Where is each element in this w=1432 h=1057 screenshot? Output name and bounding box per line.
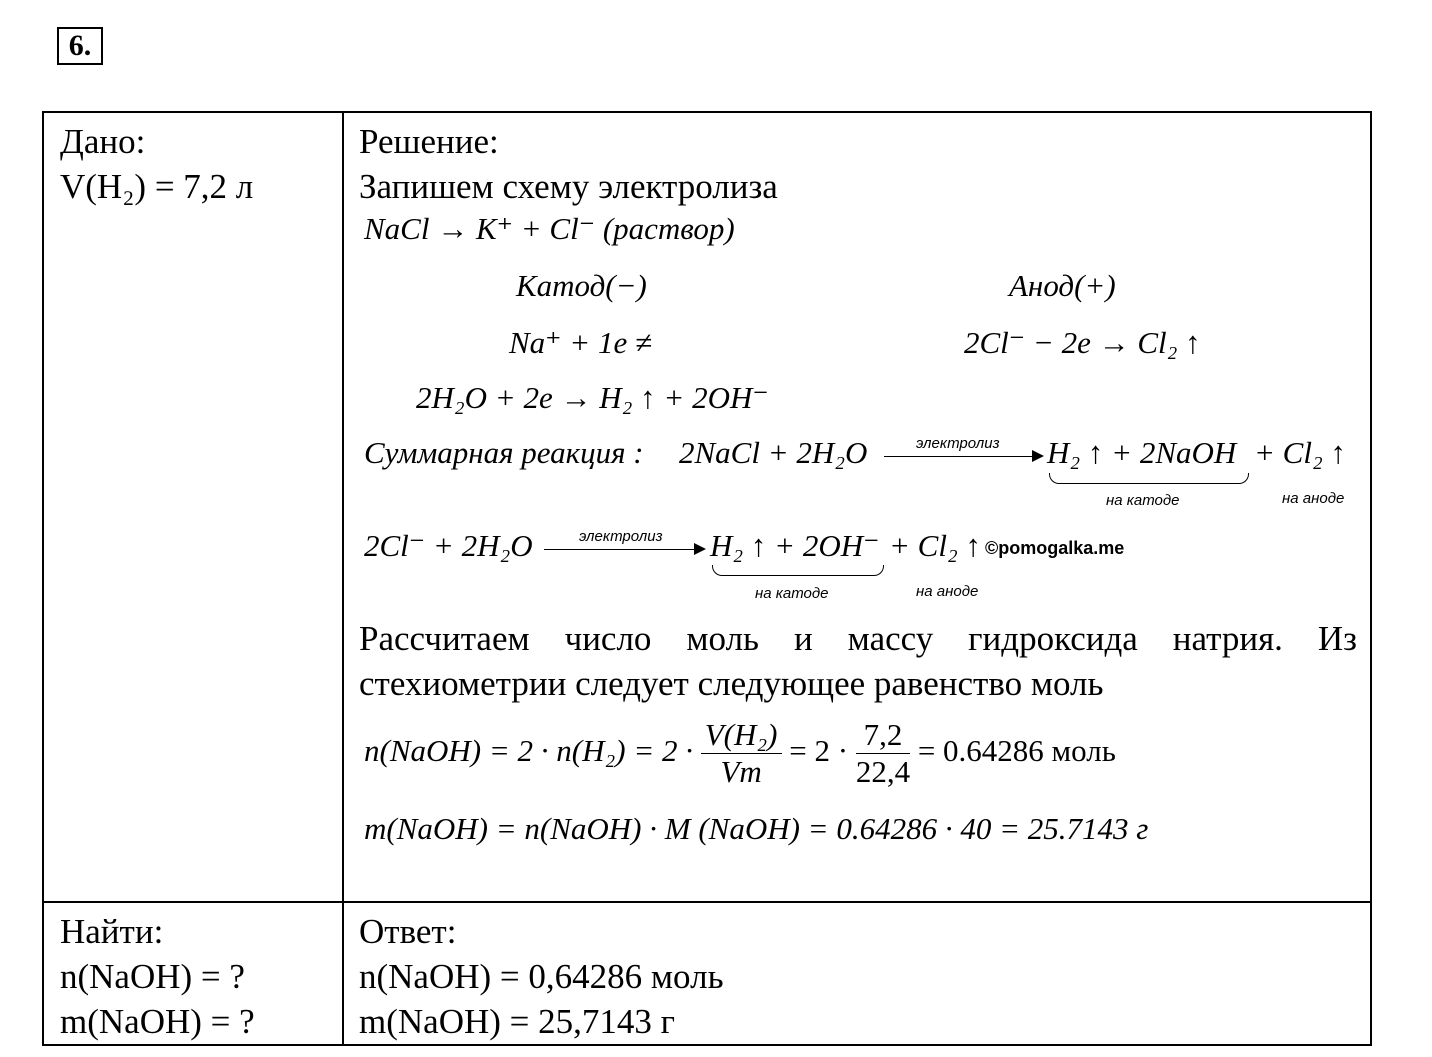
cathode-label: Катод(−) — [516, 268, 647, 303]
volume-fraction-top: V(H₂) — [701, 717, 782, 754]
numeric-fraction — [856, 717, 910, 790]
ionic-left: 2Cl⁻ + 2H₂O — [364, 528, 533, 563]
answer-cell — [343, 902, 1371, 1045]
ionic-arrow-label: электролиз — [579, 528, 663, 545]
problem-number: 6. — [57, 27, 103, 65]
ionic-cathode-brace — [712, 565, 884, 576]
anode-equation: 2Cl⁻ − 2e → Cl₂ ↑ — [964, 325, 1201, 360]
cathode-equation-2: 2H₂O + 2e → H₂ ↑ + 2OH⁻ — [416, 380, 769, 415]
ionic-cathode-products: H₂ ↑ + 2OH⁻ — [710, 528, 880, 563]
volume-fraction-bottom: Vm — [720, 754, 762, 790]
mass-equation: m(NaOH) = n(NaOH) · M (NaOH) = 0.64286 · 40 = 25.7143 г — [364, 811, 1149, 846]
find-title: Найти: — [60, 912, 164, 951]
find-moles: n(NaOH) = ? — [60, 957, 245, 996]
find-cell — [43, 902, 343, 1045]
numeric-fraction-top: 7,2 — [856, 717, 910, 754]
moles-equation-mid: = 2 · — [789, 733, 849, 768]
numeric-fraction-bottom: 22,4 — [855, 754, 911, 790]
answer-moles: n(NaOH) = 0,64286 моль — [359, 957, 724, 996]
sum-reaction-cathode-products: H₂ ↑ + 2NaOH — [1047, 435, 1237, 470]
at-cathode-label: на катоде — [1106, 492, 1180, 509]
given-volume: V(H₂) = 7,2 л — [60, 167, 254, 206]
ionic-anode-products: + Cl₂ ↑ — [889, 528, 981, 563]
sum-reaction-left: 2NaCl + 2H₂O — [679, 435, 868, 470]
volume-fraction — [701, 717, 782, 790]
dissociation-equation: NaCl → K⁺ + Cl⁻ (раствор) — [364, 211, 735, 246]
moles-equation-result: = 0.64286 моль — [917, 733, 1116, 768]
cathode-brace — [1049, 473, 1249, 484]
calculation-text: Рассчитаем число моль и массу гидроксида натрия. Из стехиометрии следует следующее равенство моль — [359, 619, 1357, 703]
at-anode-label: на аноде — [1282, 490, 1345, 507]
reaction-arrow — [884, 456, 1042, 457]
sum-reaction-label: Суммарная реакция : — [364, 435, 644, 470]
answer-title: Ответ: — [359, 912, 457, 951]
sum-reaction-anode-products: + Cl₂ ↑ — [1254, 435, 1346, 470]
watermark-logo: ©pomogalka.me — [985, 538, 1125, 558]
ionic-at-cathode: на катоде — [755, 585, 829, 602]
solution-title: Решение: — [359, 122, 499, 161]
ionic-at-anode: на аноде — [916, 583, 979, 600]
moles-equation — [364, 711, 1116, 791]
task-table — [42, 111, 1372, 1046]
given-title: Дано: — [60, 122, 146, 161]
given-cell — [43, 112, 343, 902]
solution-cell — [343, 112, 1371, 902]
arrow-label-electrolysis: электролиз — [916, 435, 1000, 452]
anode-label: Анод(+) — [1009, 268, 1116, 303]
ionic-arrow — [544, 549, 704, 550]
find-mass: m(NaOH) = ? — [60, 1002, 255, 1041]
cathode-equation-1: Na⁺ + 1e ≠ — [509, 325, 652, 360]
moles-equation-left: n(NaOH) = 2 · n(H₂) = 2 · — [364, 733, 693, 768]
answer-mass: m(NaOH) = 25,7143 г — [359, 1002, 675, 1041]
solution-intro: Запишем схему электролиза — [359, 167, 778, 206]
